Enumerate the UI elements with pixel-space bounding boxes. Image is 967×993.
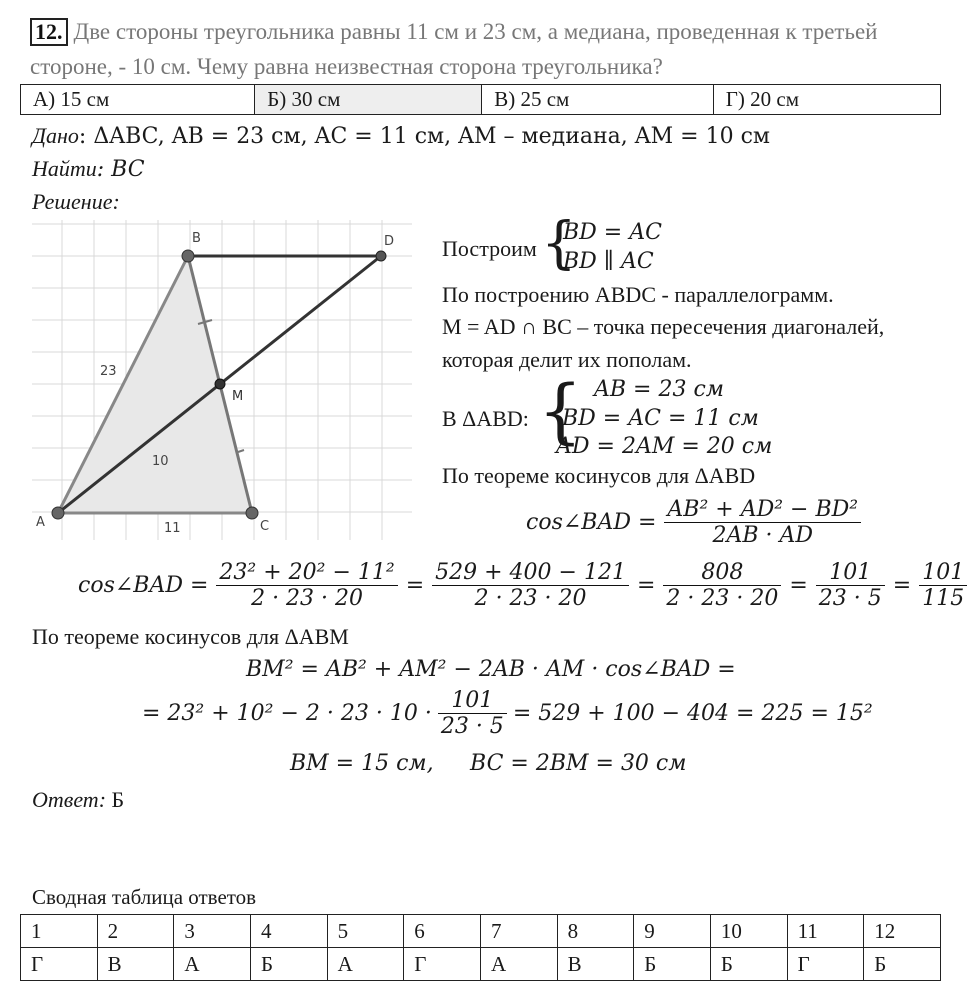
find-line [32, 156, 145, 182]
summary-answer: Г [404, 948, 481, 981]
label-11: 11 [164, 521, 181, 536]
construct-brace: { [541, 211, 577, 276]
point-m [215, 379, 225, 389]
summary-answer: В [97, 948, 174, 981]
system-3: AD = 2AM = 20 см [556, 434, 773, 459]
summary-answer: А [174, 948, 251, 981]
solution-label: Решение: [32, 189, 120, 214]
cos-formula-numerator: AB² + AD² − BD² [664, 497, 861, 523]
option-v[interactable]: В) 25 см [482, 85, 714, 115]
bm-line-2-pre: = 23² + 10² − 2 · 23 · 10 · [142, 701, 432, 726]
label-23: 23 [100, 364, 117, 379]
answer-value: Б [111, 787, 125, 812]
option-b[interactable]: Б) 30 см [255, 85, 482, 115]
calc-frac-3: $\frac{808}{2 \cdot 23 \cdot 20}$ [663, 560, 781, 611]
calc-lhs: cos∠BAD = [78, 573, 209, 598]
summary-answer: А [327, 948, 404, 981]
summary-number: 2 [97, 915, 174, 948]
problem-number: 12. [30, 18, 68, 46]
answer-options [20, 84, 941, 115]
calc-frac-2: $\frac{529 + 400 - 121}{2 \cdot 23 \cdot 20}$ [432, 560, 629, 611]
cos-formula-lhs: cos∠BAD = [526, 510, 657, 535]
summary-number: 5 [327, 915, 404, 948]
cos-formula-denominator: 2AB · AD [712, 523, 814, 548]
tick-mc [238, 450, 244, 452]
answer-line [32, 787, 124, 813]
construct-word: Построим [442, 236, 537, 261]
point-b [182, 250, 194, 262]
summary-answer: Б [634, 948, 711, 981]
option-g[interactable]: Г) 20 см [713, 85, 940, 115]
calc-frac-5: $\frac{101}{115}$ [919, 560, 967, 611]
answer-label: Ответ: [32, 787, 107, 812]
cos-theorem-2: По теореме косинусов для ΔABM [32, 624, 349, 649]
bm-result: BM = 15 см, [290, 751, 434, 776]
bm-line-1: BM² = AB² + AM² − 2AB · AM · cos∠BAD = [246, 657, 736, 682]
summary-answer: Б [864, 948, 941, 981]
parallelogram-line: По построению ABDC - параллелограмм. [442, 282, 834, 307]
bc-result: BC = 2BM = 30 см [470, 751, 687, 776]
summary-number: 8 [557, 915, 634, 948]
label-a: A [36, 515, 45, 530]
summary-number: 6 [404, 915, 481, 948]
label-m: M [232, 389, 244, 404]
summary-number: 7 [480, 915, 557, 948]
summary-numbers-row [21, 915, 941, 948]
bm-line-2-post: = 529 + 100 − 404 = 225 = 15² [512, 701, 873, 726]
point-a [52, 507, 64, 519]
label-c: C [260, 519, 270, 534]
calc-frac-1: $\frac{\text{23² + 20² − 11²}}{2 \cdot 23 \cdot 20}$ [216, 560, 397, 611]
bm-fraction: $\frac{101}{23 \cdot 5}$ [438, 688, 507, 739]
summary-table [20, 914, 941, 981]
summary-answer: Г [21, 948, 98, 981]
summary-number: 9 [634, 915, 711, 948]
find-label: Найти [32, 156, 97, 181]
problem-line-2: стороне, - 10 см. Чему равна неизвестная сторона треугольника? [30, 54, 663, 79]
construct-1: BD = AC [563, 220, 662, 245]
given-label: Дано [32, 123, 79, 148]
bm-line-2 [142, 688, 873, 739]
halves-line: которая делит их пополам. [442, 347, 692, 372]
cos-formula-fraction [664, 497, 861, 548]
label-d: D [384, 234, 395, 249]
summary-number: 11 [787, 915, 864, 948]
summary-answer: Б [710, 948, 787, 981]
summary-number: 1 [21, 915, 98, 948]
problem-line-1 [30, 18, 877, 46]
in-abd-label: В ΔABD: [442, 406, 529, 431]
cos-calculation: cos∠BAD = $\frac{\text{23² + 20² − 11²}}{2 \cdot 23 \cdot 20}$ = $\frac{529 + 400 - 121}{2 \cdot 23 \cdot 20}$ = $\frac{808}{2 \cdot 23 \cdot 20}$ = $\frac{101}{23 \cdot 5}$ = $\frac{101}{115}$ [78, 560, 967, 611]
construct-2: BD ∥ AC [563, 249, 654, 274]
point-c [246, 507, 258, 519]
summary-number: 4 [250, 915, 327, 948]
summary-answer: Г [787, 948, 864, 981]
given-text: : ΔABC, AB = 23 см, AC = 11 см, AM – медиана, AM = 10 см [78, 124, 771, 149]
problem-text-1: Две стороны треугольника равны 11 см и 23 см, а медиана, проведенная к третьей [73, 19, 878, 44]
summary-answer: А [480, 948, 557, 981]
geometry-figure [32, 220, 412, 540]
find-text: : BC [96, 157, 145, 182]
intersection-line: M = AD ∩ BC – точка пересечения диагоналей, [442, 314, 885, 339]
cos-theorem-1: По теореме косинусов для ΔABD [442, 463, 756, 488]
summary-answers-row [21, 948, 941, 981]
calc-frac-4: $\frac{101}{23 \cdot 5}$ [816, 560, 885, 611]
summary-answer: В [557, 948, 634, 981]
point-d [376, 251, 386, 261]
label-b: B [192, 231, 201, 246]
cos-formula [526, 497, 861, 548]
summary-number: 10 [710, 915, 787, 948]
system-brace: { [538, 370, 583, 452]
system-1: AB = 23 см [594, 377, 725, 402]
summary-title: Сводная таблица ответов [32, 885, 257, 909]
summary-number: 3 [174, 915, 251, 948]
given-line [32, 123, 770, 149]
option-a[interactable]: А) 15 см [21, 85, 255, 115]
summary-number: 12 [864, 915, 941, 948]
system-2: BD = AC = 11 см [562, 406, 759, 431]
label-10: 10 [152, 454, 169, 469]
summary-answer: Б [250, 948, 327, 981]
